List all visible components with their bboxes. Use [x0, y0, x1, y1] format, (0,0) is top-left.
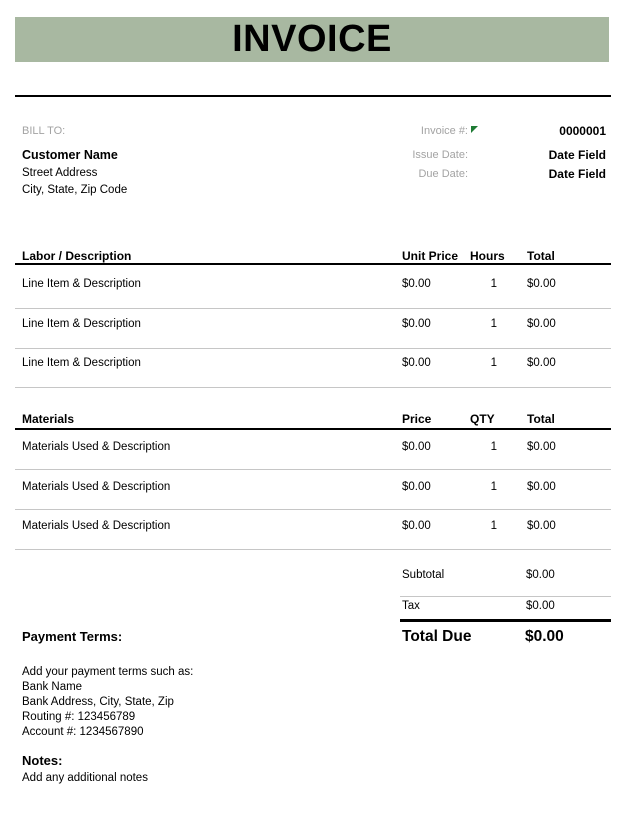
- issue-date-value: Date Field: [548, 148, 606, 162]
- labor-row-hours: 1: [490, 318, 497, 330]
- labor-col-total: Total: [527, 249, 555, 263]
- row-divider: [15, 509, 611, 510]
- row-divider: [15, 549, 611, 550]
- total-due-label: Total Due: [402, 628, 472, 645]
- street-address: Street Address: [22, 167, 98, 179]
- materials-row-price: $0.00: [402, 481, 431, 493]
- materials-table-title: Materials: [22, 412, 75, 426]
- payment-terms-line: Bank Name: [22, 681, 83, 693]
- totals-divider: [400, 596, 611, 597]
- materials-header-rule: [15, 428, 611, 430]
- invoice-number-value: 0000001: [559, 124, 606, 138]
- labor-row-unit-price: $0.00: [402, 357, 431, 369]
- labor-row-total: $0.00: [527, 357, 556, 369]
- row-divider: [15, 469, 611, 470]
- materials-row-description: Materials Used & Description: [22, 520, 171, 532]
- payment-terms-line: Add your payment terms such as:: [22, 666, 194, 678]
- labor-col-hours: Hours: [470, 249, 505, 263]
- total-due-rule: [400, 619, 611, 622]
- issue-date-label: Issue Date:: [412, 149, 468, 161]
- materials-col-qty: QTY: [470, 412, 495, 426]
- materials-row-price: $0.00: [402, 520, 431, 532]
- cell-note-marker-icon: [471, 126, 478, 133]
- notes-line: Add any additional notes: [22, 772, 148, 784]
- labor-row-description: Line Item & Description: [22, 357, 141, 369]
- materials-row-qty: 1: [490, 481, 497, 493]
- materials-row-total: $0.00: [527, 441, 556, 453]
- tax-label: Tax: [402, 600, 420, 612]
- header-divider: [15, 95, 611, 97]
- labor-table-title: Labor / Description: [22, 249, 132, 263]
- materials-row-total: $0.00: [527, 481, 556, 493]
- payment-terms-heading: Payment Terms:: [22, 629, 123, 644]
- labor-row-unit-price: $0.00: [402, 278, 431, 290]
- labor-row-unit-price: $0.00: [402, 318, 431, 330]
- bill-to-label: BILL TO:: [22, 125, 66, 137]
- materials-row-qty: 1: [490, 520, 497, 532]
- invoice-number-label: Invoice #:: [420, 125, 468, 137]
- labor-row-total: $0.00: [527, 318, 556, 330]
- invoice-title-bar: [15, 17, 609, 62]
- materials-row-description: Materials Used & Description: [22, 481, 171, 493]
- subtotal-value: $0.00: [526, 569, 555, 581]
- materials-row-total: $0.00: [527, 520, 556, 532]
- row-divider: [15, 348, 611, 349]
- labor-row-description: Line Item & Description: [22, 278, 141, 290]
- materials-row-price: $0.00: [402, 441, 431, 453]
- labor-row-hours: 1: [490, 278, 497, 290]
- materials-col-price: Price: [402, 412, 432, 426]
- customer-name: Customer Name: [22, 148, 118, 162]
- tax-value: $0.00: [526, 600, 555, 612]
- subtotal-label: Subtotal: [402, 569, 445, 581]
- labor-row-hours: 1: [490, 357, 497, 369]
- payment-terms-line: Routing #: 123456789: [22, 711, 136, 723]
- notes-heading: Notes:: [22, 753, 63, 768]
- labor-col-unit-price: Unit Price: [402, 249, 459, 263]
- due-date-label: Due Date:: [418, 168, 468, 180]
- page-title: INVOICE: [232, 18, 392, 60]
- labor-row-description: Line Item & Description: [22, 318, 141, 330]
- materials-row-qty: 1: [490, 441, 497, 453]
- materials-row-description: Materials Used & Description: [22, 441, 171, 453]
- labor-row-total: $0.00: [527, 278, 556, 290]
- due-date-value: Date Field: [548, 167, 606, 181]
- row-divider: [15, 387, 611, 388]
- total-due-value: $0.00: [525, 628, 564, 645]
- payment-terms-line: Bank Address, City, State, Zip: [22, 696, 174, 708]
- labor-header-rule: [15, 263, 611, 265]
- row-divider: [15, 308, 611, 309]
- materials-col-total: Total: [527, 412, 555, 426]
- payment-terms-line: Account #: 1234567890: [22, 726, 144, 738]
- city-state-zip: City, State, Zip Code: [22, 184, 128, 196]
